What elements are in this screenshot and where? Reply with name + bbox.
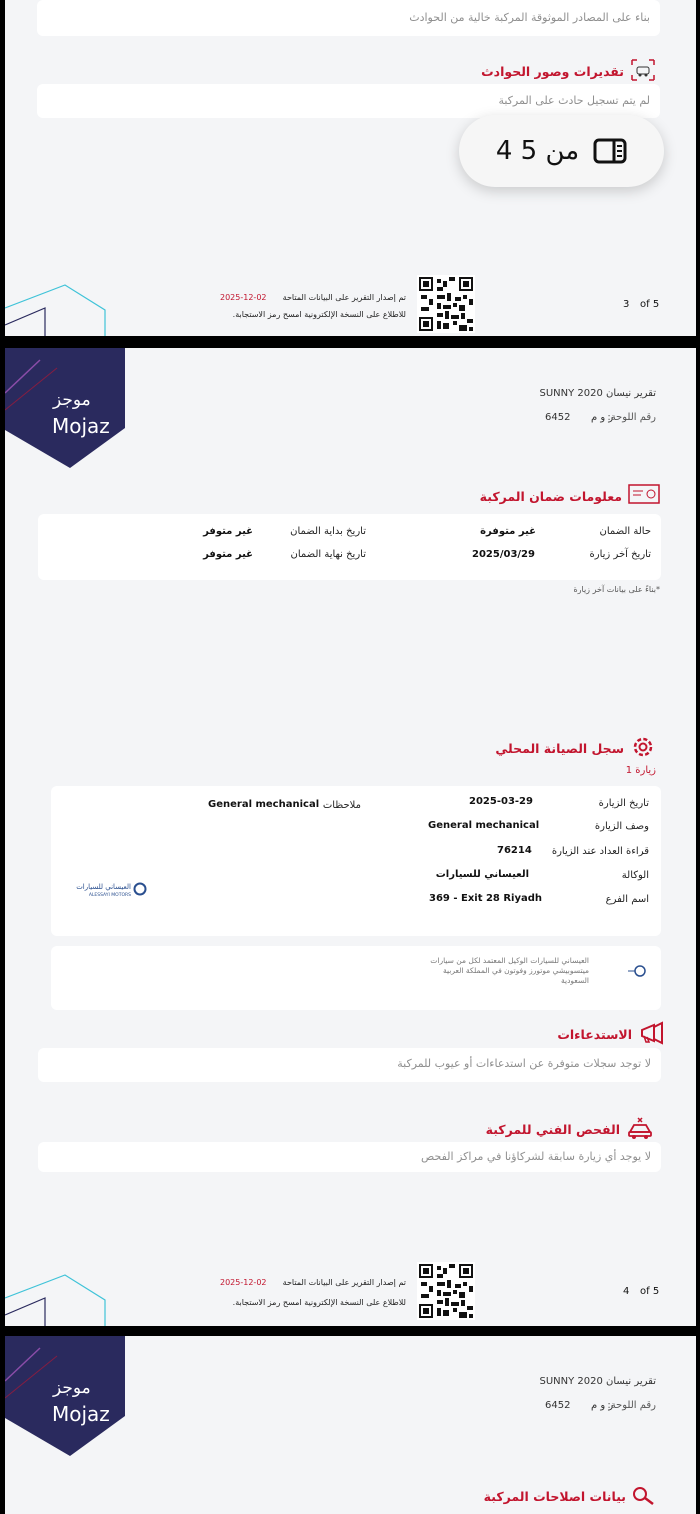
odometer-label: قراءة العداد عند الزيارة [551, 846, 649, 857]
accidents-text: لم يتم تسجيل حادث على المركبة [498, 94, 650, 107]
notes-label: ملاحظات [322, 800, 361, 811]
recalls-text: لا توجد سجلات متوفرة عن استدعاءات أو عيوب للمركبة [397, 1057, 651, 1070]
warranty-start-value: غير متوفر [203, 526, 253, 537]
inspection-text: لا يوجد أي زيارة سابقة لشركاؤنا في مراكز الفحص [421, 1150, 651, 1163]
plate-number: 6452 [545, 1400, 571, 1411]
branch-value: 369 - Exit 28 Riyadh [429, 893, 543, 904]
last-visit-label: تاريخ آخر زيارة [589, 549, 651, 560]
warranty-note: *بناءً على بيانات آخر زيارة [573, 585, 660, 594]
odometer-value: 76214 [497, 845, 532, 856]
footer-scan-note: للاطلاع على النسخة الإلكترونية امسح رمز الاستجابة. [232, 310, 406, 319]
report-page-5 [5, 1336, 696, 1514]
visit-date-label: تاريخ الزيارة [598, 798, 649, 809]
plate-letters: ر و م [591, 1400, 614, 1411]
warranty-status-value: غير متوفرة [480, 526, 536, 537]
warranty-end-value: غير متوفر [203, 549, 253, 560]
page-total: of 5 [640, 299, 660, 310]
certificate-icon [628, 484, 660, 509]
qr-code[interactable] [417, 275, 475, 333]
agency-info-text: العيساني للسيارات الوكيل المعتمد لكل من سيارات ميتسوبيشي موتورز وفوتون في المملكة العربية السعودية [430, 956, 589, 985]
decorative-lines [5, 1270, 115, 1326]
footer-date: 2025-12-02 [220, 293, 267, 302]
warranty-end-label: تاريخ نهاية الضمان [290, 549, 366, 560]
visit-count: زيارة 1 [625, 765, 656, 776]
page-indicator[interactable] [459, 115, 664, 187]
report-title: تقرير نيسان SUNNY 2020 [539, 388, 656, 399]
agency-label: الوكالة [621, 870, 649, 881]
agency-small-logo [627, 964, 647, 978]
maintenance-card [51, 786, 661, 936]
warranty-card [38, 514, 661, 580]
page-number: 3 [623, 299, 630, 310]
source-note-card [37, 0, 660, 36]
agency-logo: العيساني للسيارات ALESSAYI MOTORS [67, 880, 147, 904]
agency-info-card [51, 946, 661, 1010]
inspection-section-title: الفحص الفني للمركبة [486, 1116, 656, 1143]
source-note-text: بناء على المصادر الموثوقة المركبة خالية من الحوادث [409, 11, 650, 24]
visit-desc-value: General mechanical [428, 820, 540, 831]
mojaz-logo: موجز Mojaz [5, 348, 135, 468]
repairs-section-title: بيانات اصلاحات المركبة [484, 1484, 656, 1509]
visit-date-value: 2025-03-29 [469, 796, 533, 807]
accidents-section-title: تقديرات وصور الحوادث [481, 58, 656, 85]
warranty-status-label: حالة الضمان [599, 526, 651, 537]
qr-code[interactable] [417, 1262, 475, 1320]
maintenance-section-title: سجل الصيانة المحلي [495, 734, 656, 763]
pages-icon [593, 138, 627, 164]
report-title: تقرير نيسان SUNNY 2020 [539, 1376, 656, 1387]
plate-label: رقم اللوحة: [607, 1400, 656, 1411]
report-page-4 [5, 348, 696, 1326]
last-visit-value: 2025/03/29 [472, 549, 535, 560]
gear-icon [630, 734, 656, 763]
visit-desc-label: وصف الزيارة [594, 821, 649, 832]
car-inspection-icon [626, 1116, 656, 1143]
page-number: 4 [623, 1286, 630, 1297]
megaphone-icon [638, 1021, 666, 1048]
recalls-card [38, 1048, 661, 1082]
footer-scan-note: للاطلاع على النسخة الإلكترونية امسح رمز الاستجابة. [232, 1298, 406, 1307]
warranty-start-label: تاريخ بداية الضمان [290, 526, 366, 537]
car-crash-icon [630, 58, 656, 85]
inspection-card [38, 1142, 661, 1172]
accidents-card [37, 84, 660, 118]
footer-date: 2025-12-02 [220, 1278, 267, 1287]
wrench-icon [632, 1484, 656, 1509]
plate-letters: ر و م [591, 412, 614, 423]
plate-label: رقم اللوحة: [607, 412, 656, 423]
recalls-section-title: الاستدعاءات [557, 1021, 666, 1048]
footer-issued-label: تم إصدار التقرير على البيانات المتاحة [282, 1278, 406, 1287]
agency-value: العيساني للسيارات [435, 869, 529, 880]
footer-issued-label: تم إصدار التقرير على البيانات المتاحة [282, 293, 406, 302]
page-total: of 5 [640, 1286, 660, 1297]
warranty-section-title: معلومات ضمان المركبة [480, 484, 660, 509]
page-indicator-text: 4 من 5 [495, 136, 580, 166]
decorative-lines [5, 280, 115, 336]
branch-label: اسم الفرع [605, 894, 649, 905]
mojaz-logo: موجز Mojaz [5, 1336, 135, 1456]
notes-value: General mechanical [208, 799, 320, 810]
plate-number: 6452 [545, 412, 571, 423]
